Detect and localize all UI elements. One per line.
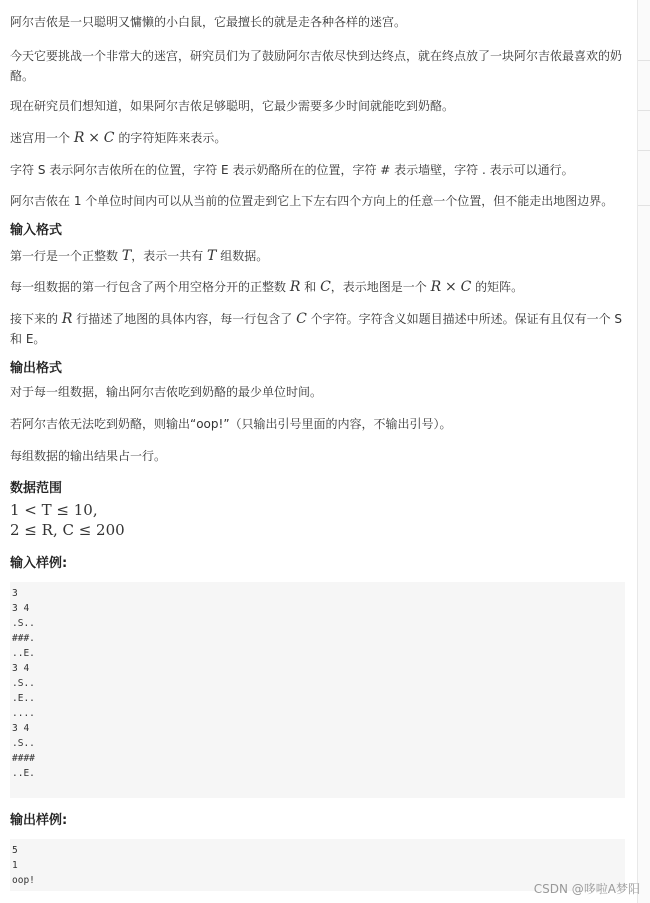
text-segment: ，表示一共有 — [131, 249, 204, 263]
code-line: 3 4 — [12, 603, 30, 614]
math-r: R — [430, 279, 442, 295]
math-c: C — [460, 279, 472, 295]
math-times: × — [445, 279, 457, 295]
math-c: C — [320, 279, 331, 295]
text-segment: 组数据。 — [220, 249, 269, 263]
divider — [638, 110, 650, 111]
code-line: 3 4 — [12, 663, 30, 674]
data-range-heading: 数据范围 — [10, 481, 63, 496]
maze-text-post: 的字符矩阵来表示。 — [118, 131, 227, 145]
code-line: .E.. — [12, 693, 35, 704]
math-times: × — [88, 130, 100, 146]
text-segment: 的矩阵。 — [475, 280, 524, 294]
watermark: CSDN @哆啦A梦阳 — [533, 882, 640, 896]
code-line: #### — [12, 753, 35, 764]
math-r: R — [73, 130, 85, 146]
text-segment: 接下来的 — [10, 312, 59, 326]
maze-text-pre: 迷宫用一个 — [10, 131, 71, 145]
text-segment: 第一行是一个正整数 — [10, 249, 119, 263]
input-format-line-2 — [10, 277, 523, 297]
code-line: .S.. — [12, 678, 35, 689]
input-format-line-3 — [10, 309, 625, 349]
code-line: ###. — [12, 633, 35, 644]
math-c: C — [296, 311, 307, 327]
data-range-line-2: 2 ≤ R, C ≤ 200 — [10, 521, 125, 539]
code-line: .S.. — [12, 618, 35, 629]
code-line: 5 — [12, 845, 18, 856]
intro-paragraph-4 — [10, 128, 226, 148]
sample-output-code — [10, 839, 625, 891]
output-format-heading: 输出格式 — [10, 361, 63, 376]
text-segment: ，表示地图是一个 — [330, 280, 427, 294]
code-line: ..E. — [12, 648, 35, 659]
code-line: .... — [12, 708, 35, 719]
code-line: 1 — [12, 860, 18, 871]
divider — [638, 60, 650, 61]
divider — [638, 205, 650, 206]
input-format-heading: 输入格式 — [10, 223, 63, 238]
math-t: T — [121, 248, 132, 264]
output-format-line-2: 若阿尔吉侬无法吃到奶酪，则输出“oop!”（只输出引号里面的内容，不输出引号）。 — [10, 417, 452, 431]
sample-input-code — [10, 582, 625, 798]
code-line: .S.. — [12, 738, 35, 749]
code-line: 3 — [12, 588, 18, 599]
divider — [638, 150, 650, 151]
math-c: C — [103, 130, 115, 146]
side-panel-edge — [637, 0, 650, 903]
math-t: T — [207, 248, 217, 264]
math-r: R — [289, 279, 301, 295]
math-r: R — [61, 311, 73, 327]
intro-paragraph-1: 阿尔吉侬是一只聪明又慵懒的小白鼠，它最擅长的就是走各种各样的迷宫。 — [10, 15, 407, 29]
code-line: 3 4 — [12, 723, 30, 734]
text-segment: 和 — [304, 280, 317, 294]
intro-paragraph-3: 现在研究员们想知道，如果阿尔吉侬足够聪明，它最少需要多少时间就能吃到奶酪。 — [10, 99, 455, 113]
code-line: ..E. — [12, 768, 35, 779]
text-segment: 个字符。字符含义如题目描述中所述。保证有且仅有一个 S 和 E。 — [10, 312, 623, 346]
input-format-line-1 — [10, 246, 268, 266]
intro-paragraph-2: 今天它要挑战一个非常大的迷宫，研究员们为了鼓励阿尔吉侬尽快到达终点，就在终点放了一块阿尔吉侬最喜欢的奶酪。 — [10, 49, 623, 83]
output-format-line-3: 每组数据的输出结果占一行。 — [10, 449, 167, 463]
sample-output-heading: 输出样例: — [10, 813, 68, 828]
data-range-line-1: 1 < T ≤ 10, — [10, 501, 98, 519]
output-format-line-1: 对于每一组数据，输出阿尔吉侬吃到奶酪的最少单位时间。 — [10, 385, 323, 399]
intro-paragraph-6: 阿尔吉侬在 1 个单位时间内可以从当前的位置走到它上下左右四个方向上的任意一个位置，但不能走出地图边界。 — [10, 194, 614, 208]
text-segment: 行描述了地图的具体内容，每一行包含了 — [76, 312, 293, 326]
intro-paragraph-5: 字符 S 表示阿尔吉侬所在的位置，字符 E 表示奶酪所在的位置，字符 # 表示墙壁，字符 . 表示可以通行。 — [10, 163, 574, 177]
text-segment: 每一组数据的第一行包含了两个用空格分开的正整数 — [10, 280, 287, 294]
code-line: oop! — [12, 875, 35, 886]
sample-input-heading: 输入样例: — [10, 556, 68, 571]
